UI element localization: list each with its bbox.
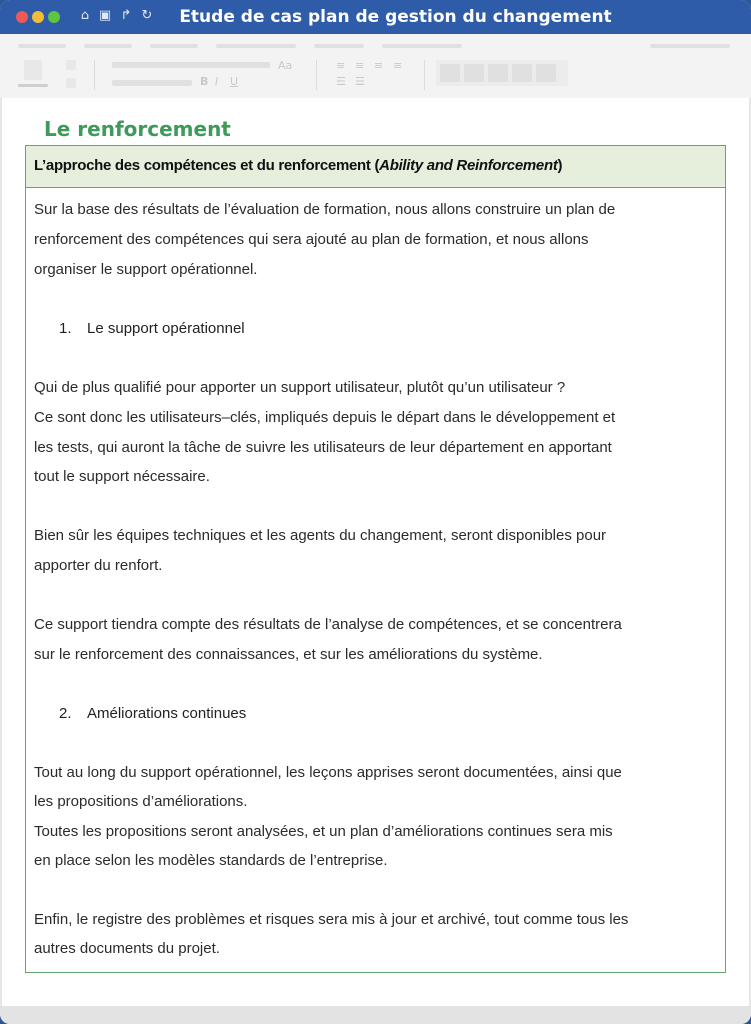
paste-icon[interactable]: [24, 60, 42, 80]
section-title: Le renforcement: [44, 117, 231, 141]
justify-icon[interactable]: ≡: [393, 59, 403, 72]
ribbon-separator: [316, 60, 317, 90]
font-case-icon[interactable]: Aa: [278, 59, 293, 72]
paragraph-line: les propositions d’améliorations.: [34, 793, 248, 810]
paragraph-line: Sur la base des résultats de l’évaluation de formation, nous allons construire un plan de: [34, 201, 616, 218]
box-heading: L’approche des compétences et du renforcement (Ability and Reinforcement): [26, 146, 725, 188]
paragraph-line: sur le renforcement des connaissances, et sur les améliorations du système.: [34, 646, 543, 663]
paragraph-line: renforcement des compétences qui sera ajouté au plan de formation, et nous allons: [34, 231, 589, 248]
list-heading-number: 2.: [59, 705, 72, 722]
paragraph-line: tout le support nécessaire.: [34, 468, 210, 485]
home-icon[interactable]: ⌂: [80, 8, 90, 23]
share-icon[interactable]: ↱: [120, 8, 132, 23]
style-swatch[interactable]: [464, 64, 484, 82]
window-title: Etude de cas plan de gestion du changement: [179, 7, 612, 27]
title-bar: [0, 0, 751, 34]
ribbon-toolbar: [0, 34, 751, 99]
paragraph-line: Bien sûr les équipes techniques et les agents du changement, seront disponibles pour: [34, 527, 607, 544]
cut-icon[interactable]: [66, 60, 76, 70]
paragraph-line: Tout au long du support opérationnel, les leçons apprises seront documentées, ainsi que: [34, 764, 622, 781]
list-heading-number: 1.: [59, 320, 72, 337]
numbered-list-icon[interactable]: ☰: [355, 75, 365, 88]
list-heading: Le support opérationnel: [87, 320, 245, 337]
paragraph-line: apporter du renfort.: [34, 557, 163, 574]
copy-icon[interactable]: [66, 78, 76, 88]
paragraph-line: autres documents du projet.: [34, 940, 220, 957]
save-icon[interactable]: ▣: [98, 8, 112, 23]
align-center-icon[interactable]: ≡: [355, 59, 365, 72]
paragraph-line: Ce sont donc les utilisateurs–clés, impliqués depuis le départ dans le développement et: [34, 409, 616, 426]
ribbon-separator: [94, 60, 95, 90]
ribbon-tab[interactable]: [18, 44, 66, 48]
paragraph-line: organiser le support opérationnel.: [34, 261, 258, 278]
align-right-icon[interactable]: ≡: [374, 59, 384, 72]
style-swatch[interactable]: [488, 64, 508, 82]
align-left-icon[interactable]: ≡: [336, 59, 346, 72]
ribbon-tab[interactable]: [84, 44, 132, 48]
font-selector[interactable]: [112, 62, 270, 68]
ribbon-separator: [424, 60, 425, 90]
status-bar: [0, 1006, 751, 1024]
ribbon-tab[interactable]: [216, 44, 296, 48]
paragraph-line: Toutes les propositions seront analysées, et un plan d’améliorations continues sera mis: [34, 823, 613, 840]
style-swatch[interactable]: [440, 64, 460, 82]
list-icon[interactable]: ☰: [336, 75, 346, 88]
bold-icon[interactable]: B: [200, 75, 209, 88]
style-swatch[interactable]: [536, 64, 556, 82]
font-size-selector[interactable]: [112, 80, 192, 86]
paragraph-line: les tests, qui auront la tâche de suivre les utilisateurs de leur département en apportant: [34, 439, 612, 456]
ribbon-tab[interactable]: [314, 44, 364, 48]
list-heading: Améliorations continues: [87, 705, 247, 722]
paragraph-line: Enfin, le registre des problèmes et risques sera mis à jour et archivé, tout comme tous les: [34, 911, 629, 928]
refresh-icon[interactable]: ↻: [141, 8, 153, 23]
underline-icon[interactable]: U: [230, 75, 239, 88]
style-swatch[interactable]: [512, 64, 532, 82]
box-heading-italic: Ability and Reinforcement: [379, 157, 558, 174]
ribbon-tab[interactable]: [650, 44, 730, 48]
paragraph-line: Qui de plus qualifié pour apporter un support utilisateur, plutôt qu’un utilisateur ?: [34, 379, 566, 396]
active-tab-indicator: [18, 84, 48, 87]
ribbon-tab[interactable]: [150, 44, 198, 48]
italic-icon[interactable]: I: [215, 75, 219, 88]
ribbon-tab[interactable]: [382, 44, 462, 48]
paragraph-line: en place selon les modèles standards de l’entreprise.: [34, 852, 388, 869]
paragraph-line: Ce support tiendra compte des résultats de l’analyse de compétences, et se concentrera: [34, 616, 622, 633]
